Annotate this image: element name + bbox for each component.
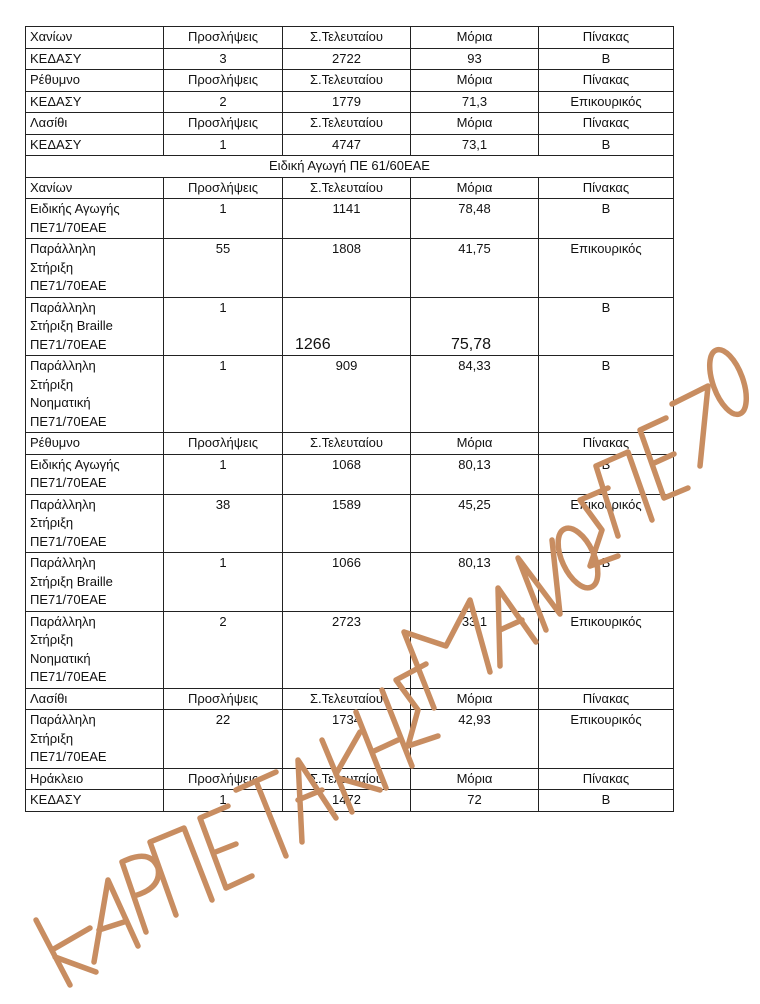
cell-list: Β: [539, 199, 674, 239]
header-cell-last-score: Σ.Τελευταίου: [283, 768, 411, 790]
header-cell-last-score: Σ.Τελευταίου: [283, 27, 411, 49]
header-cell-points: Μόρια: [411, 70, 539, 92]
cell-name: ΚΕΔΑΣΥ: [26, 790, 164, 812]
cell-hires: 1: [164, 199, 283, 239]
header-cell-hires: Προσλήψεις: [164, 433, 283, 455]
header-cell-points: Μόρια: [411, 113, 539, 135]
section-row: [26, 156, 674, 178]
header-cell-last-score: Σ.Τελευταίου: [283, 70, 411, 92]
cell-list: Επικουρικός: [539, 494, 674, 553]
cell-name: ΚΕΔΑΣΥ: [26, 48, 164, 70]
cell-list: Β: [539, 553, 674, 612]
header-cell-list: Πίνακας: [539, 113, 674, 135]
header-cell-last-score: Σ.Τελευταίου: [283, 688, 411, 710]
header-cell-list: Πίνακας: [539, 27, 674, 49]
data-row: [26, 239, 674, 298]
cell-hires: 22: [164, 710, 283, 769]
header-cell-list: Πίνακας: [539, 177, 674, 199]
cell-last-score: 1589: [283, 494, 411, 553]
cell-points: 45,25: [411, 494, 539, 553]
cell-last-score: 1266: [283, 297, 411, 356]
cell-hires: 55: [164, 239, 283, 298]
header-cell-list: Πίνακας: [539, 433, 674, 455]
cell-last-score: 4747: [283, 134, 411, 156]
header-cell-last-score: Σ.Τελευταίου: [283, 177, 411, 199]
cell-last-score: 1068: [283, 454, 411, 494]
header-cell-name: Χανίων: [26, 177, 164, 199]
cell-name: Παράλληλη Στήριξη ΠΕ71/70ΕΑΕ: [26, 239, 164, 298]
cell-last-score: 1472: [283, 790, 411, 812]
header-cell-last-score: Σ.Τελευταίου: [283, 433, 411, 455]
header-cell-name: Ρέθυμνο: [26, 70, 164, 92]
data-row: [26, 199, 674, 239]
header-row: [26, 27, 674, 49]
cell-points: 75,78: [411, 297, 539, 356]
cell-points: 73,1: [411, 134, 539, 156]
section-title: Ειδική Αγωγή ΠΕ 61/60ΕΑΕ: [26, 156, 674, 178]
cell-name: ΚΕΔΑΣΥ: [26, 91, 164, 113]
cell-points: 93: [411, 48, 539, 70]
cell-name: Ειδικής Αγωγής ΠΕ71/70ΕΑΕ: [26, 454, 164, 494]
data-row: [26, 91, 674, 113]
header-cell-name: Ρέθυμνο: [26, 433, 164, 455]
cell-list: Β: [539, 297, 674, 356]
header-cell-hires: Προσλήψεις: [164, 70, 283, 92]
cell-list: Επικουρικός: [539, 710, 674, 769]
cell-points: 41,75: [411, 239, 539, 298]
cell-hires: 2: [164, 611, 283, 688]
cell-name: ΚΕΔΑΣΥ: [26, 134, 164, 156]
header-row: [26, 177, 674, 199]
cell-points: 42,93: [411, 710, 539, 769]
cell-name: Παράλληλη Στήριξη ΠΕ71/70ΕΑΕ: [26, 494, 164, 553]
header-cell-name: Χανίων: [26, 27, 164, 49]
cell-last-score: 1808: [283, 239, 411, 298]
cell-hires: 1: [164, 790, 283, 812]
header-row: [26, 768, 674, 790]
cell-last-score: 2722: [283, 48, 411, 70]
cell-hires: 1: [164, 356, 283, 433]
data-row: [26, 710, 674, 769]
cell-points: 80,13: [411, 454, 539, 494]
data-row: [26, 611, 674, 688]
cell-name: Παράλληλη Στήριξη ΠΕ71/70ΕΑΕ: [26, 710, 164, 769]
header-cell-list: Πίνακας: [539, 688, 674, 710]
cell-name: Ειδικής Αγωγής ΠΕ71/70ΕΑΕ: [26, 199, 164, 239]
cell-list: Επικουρικός: [539, 239, 674, 298]
data-row: [26, 48, 674, 70]
header-cell-hires: Προσλήψεις: [164, 27, 283, 49]
data-row: [26, 454, 674, 494]
appointments-table: [25, 26, 674, 812]
cell-hires: 1: [164, 134, 283, 156]
cell-list: Επικουρικός: [539, 91, 674, 113]
cell-points: 71,3: [411, 91, 539, 113]
header-cell-points: Μόρια: [411, 688, 539, 710]
cell-list: Β: [539, 454, 674, 494]
data-row: [26, 790, 674, 812]
header-row: [26, 70, 674, 92]
header-cell-hires: Προσλήψεις: [164, 113, 283, 135]
header-cell-points: Μόρια: [411, 27, 539, 49]
cell-points: 33,1: [411, 611, 539, 688]
header-cell-last-score: Σ.Τελευταίου: [283, 113, 411, 135]
header-row: [26, 433, 674, 455]
cell-points: 80,13: [411, 553, 539, 612]
cell-last-score: 909: [283, 356, 411, 433]
cell-name: Παράλληλη Στήριξη Braille ΠΕ71/70ΕΑΕ: [26, 297, 164, 356]
cell-last-score: 1779: [283, 91, 411, 113]
cell-name: Παράλληλη Στήριξη Νοηματική ΠΕ71/70ΕΑΕ: [26, 356, 164, 433]
cell-hires: 3: [164, 48, 283, 70]
cell-hires: 2: [164, 91, 283, 113]
cell-last-score: 1066: [283, 553, 411, 612]
cell-list: Β: [539, 48, 674, 70]
data-row: [26, 134, 674, 156]
cell-list: Β: [539, 134, 674, 156]
cell-last-score: 1734: [283, 710, 411, 769]
header-cell-points: Μόρια: [411, 433, 539, 455]
cell-points: 72: [411, 790, 539, 812]
cell-last-score: 2723: [283, 611, 411, 688]
data-row: [26, 494, 674, 553]
cell-points: 84,33: [411, 356, 539, 433]
header-cell-list: Πίνακας: [539, 70, 674, 92]
cell-list: Β: [539, 790, 674, 812]
header-cell-list: Πίνακας: [539, 768, 674, 790]
cell-list: Β: [539, 356, 674, 433]
header-cell-name: Ηράκλειο: [26, 768, 164, 790]
header-cell-hires: Προσλήψεις: [164, 177, 283, 199]
header-cell-points: Μόρια: [411, 768, 539, 790]
cell-last-score: 1141: [283, 199, 411, 239]
header-cell-name: Λασίθι: [26, 688, 164, 710]
cell-hires: 1: [164, 297, 283, 356]
header-row: [26, 113, 674, 135]
cell-hires: 38: [164, 494, 283, 553]
header-row: [26, 688, 674, 710]
cell-list: Επικουρικός: [539, 611, 674, 688]
header-cell-hires: Προσλήψεις: [164, 768, 283, 790]
cell-name: Παράλληλη Στήριξη Braille ΠΕ71/70ΕΑΕ: [26, 553, 164, 612]
cell-hires: 1: [164, 553, 283, 612]
cell-name: Παράλληλη Στήριξη Νοηματική ΠΕ71/70ΕΑΕ: [26, 611, 164, 688]
data-row: [26, 553, 674, 612]
cell-hires: 1: [164, 454, 283, 494]
data-row: [26, 356, 674, 433]
cell-points: 78,48: [411, 199, 539, 239]
header-cell-name: Λασίθι: [26, 113, 164, 135]
header-cell-hires: Προσλήψεις: [164, 688, 283, 710]
header-cell-points: Μόρια: [411, 177, 539, 199]
data-row: [26, 297, 674, 356]
table-body: [26, 27, 674, 812]
